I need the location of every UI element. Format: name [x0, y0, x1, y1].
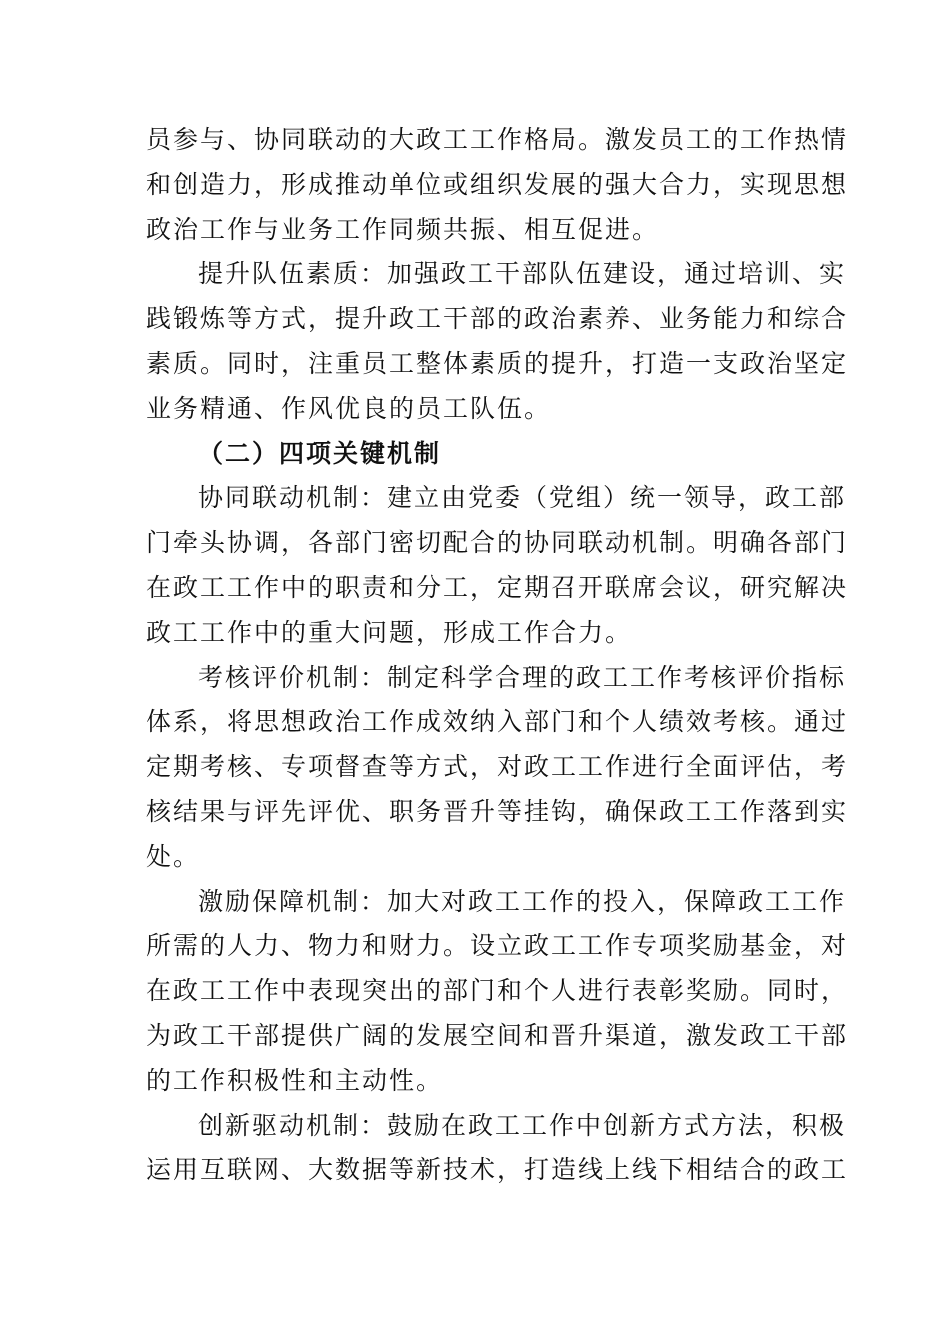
text-line: 定期考核、专项督查等方式，对政工工作进行全面评估，考: [146, 752, 849, 782]
text-line: 门牵头协调，各部门密切配合的协同联动机制。明确各部门: [146, 528, 849, 558]
text-line: 在政工工作中表现突出的部门和个人进行表彰奖励。同时，: [146, 976, 849, 1006]
text-line: 运用互联网、大数据等新技术，打造线上线下相结合的政工: [146, 1155, 849, 1185]
text-line: 业务精通、作风优良的员工队伍。: [146, 393, 552, 423]
text-line: 创新驱动机制：鼓励在政工工作中创新方式方法，积极: [198, 1110, 847, 1140]
paragraph-coordination-mechanism: [146, 476, 849, 655]
text-line: 员参与、协同联动的大政工工作格局。激发员工的工作热情: [146, 125, 849, 154]
text-line: 政工工作中的重大问题，形成工作合力。: [146, 617, 633, 647]
text-line: 体系，将思想政治工作成效纳入部门和个人绩效考核。通过: [146, 707, 849, 737]
text-line: 协同联动机制：建立由党委（党组）统一领导，政工部: [198, 483, 847, 513]
text-line: 为政工干部提供广阔的发展空间和晋升渠道，激发政工干部: [146, 1020, 849, 1050]
text-line: 所需的人力、物力和财力。设立政工工作专项奖励基金，对: [146, 931, 849, 961]
text-line: 在政工工作中的职责和分工，定期召开联席会议，研究解决: [146, 572, 849, 602]
text-line: 考核评价机制：制定科学合理的政工工作考核评价指标: [198, 662, 847, 692]
text-line: 践锻炼等方式，提升政工干部的政治素养、业务能力和综合: [146, 304, 849, 334]
section-heading: （二）四项关键机制: [198, 438, 442, 468]
paragraph-incentive-mechanism: [146, 880, 849, 1104]
text-line: 的工作积极性和主动性。: [146, 1065, 444, 1095]
paragraph-innovation-mechanism: [146, 1104, 849, 1194]
text-line: 素质。同时，注重员工整体素质的提升，打造一支政治坚定: [146, 348, 849, 378]
document-body: [146, 118, 849, 1193]
paragraph-assessment-mechanism: [146, 656, 849, 880]
paragraph-continuation: [146, 118, 849, 252]
paragraph-team-quality: [146, 252, 849, 431]
text-line: 激励保障机制：加大对政工工作的投入，保障政工工作: [198, 886, 847, 916]
text-line: 处。: [146, 841, 201, 871]
text-line: 提升队伍素质：加强政工干部队伍建设，通过培训、实: [198, 259, 847, 289]
text-line: 核结果与评先评优、职务晋升等挂钩，确保政工工作落到实: [146, 796, 849, 826]
text-line: 政治工作与业务工作同频共振、相互促进。: [146, 214, 660, 244]
text-line: 和创造力，形成推动单位或组织发展的强大合力，实现思想: [146, 169, 849, 199]
